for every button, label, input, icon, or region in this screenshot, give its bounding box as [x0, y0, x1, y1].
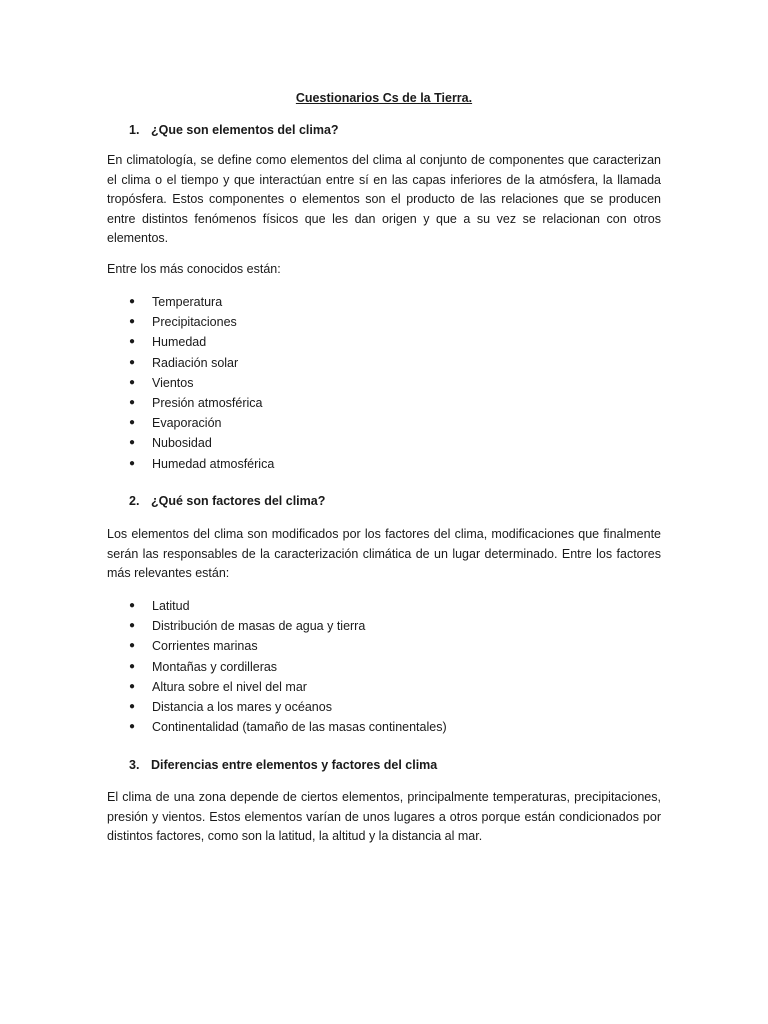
list-item: ● Humedad	[107, 332, 274, 352]
factors-list	[107, 596, 447, 737]
bullet-icon: ●	[129, 457, 136, 469]
bullet-icon: ●	[129, 376, 136, 388]
elements-list	[107, 292, 274, 474]
bullet-icon: ●	[129, 396, 136, 408]
list-item: ● Humedad atmosférica	[107, 454, 274, 474]
section-1-heading-text: ¿Que son elementos del clima?	[151, 123, 339, 137]
bullet-icon: ●	[129, 356, 136, 368]
list-item: ● Precipitaciones	[107, 312, 274, 332]
list-item: ● Distancia a los mares y océanos	[107, 697, 447, 717]
document-page	[107, 0, 661, 1024]
section-3-number: 3.	[129, 758, 140, 772]
bullet-icon: ●	[129, 437, 136, 449]
section-3-paragraph: El clima de una zona depende de ciertos elementos, principalmente temperaturas, precipitaciones, presión y vientos. Estos elementos varían de unos lugares a otros porque están condicionados por distintos factores, como son la latitud, la altitud y la distancia al mar.	[107, 790, 661, 844]
list-item: ● Altura sobre el nivel del mar	[107, 677, 447, 697]
bullet-icon: ●	[129, 680, 136, 692]
section-1-number: 1.	[129, 123, 140, 137]
list-item: ● Corrientes marinas	[107, 636, 447, 656]
bullet-icon: ●	[129, 417, 136, 429]
bullet-icon: ●	[129, 336, 136, 348]
list-item: ● Temperatura	[107, 292, 274, 312]
section-2-heading	[129, 492, 325, 510]
section-1-intro: Entre los más conocidos están:	[107, 262, 281, 276]
section-1-paragraph: En climatología, se define como elementos del clima al conjunto de componentes que caracterizan el clima o el tiempo y que interactúan entre sí en las capas inferiores de la atmósfera, la llamada tropósfera. Estos componentes o elementos son el producto de las relaciones que se producen entre distintos fenómenos físicos que les dan origen y que a su vez se relacionan con otros elementos.	[107, 153, 661, 246]
section-3-heading	[129, 756, 437, 774]
bullet-icon: ●	[129, 296, 136, 307]
section-1-heading	[129, 121, 339, 139]
document-title: Cuestionarios Cs de la Tierra.	[295, 91, 473, 105]
list-item: ● Nubosidad	[107, 433, 274, 453]
section-2-number: 2.	[129, 494, 140, 508]
list-item: ● Montañas y cordilleras	[107, 657, 447, 677]
bullet-icon: ●	[129, 700, 136, 712]
list-item: ● Distribución de masas de agua y tierra	[107, 616, 447, 636]
bullet-icon: ●	[129, 600, 136, 611]
list-item: ● Latitud	[107, 596, 447, 616]
bullet-icon: ●	[129, 316, 136, 328]
section-2-paragraph: Los elementos del clima son modificados por los factores del clima, modificaciones que finalmente serán las responsables de la caracterización climática de un lugar determinado. Entre los factores más relevantes están:	[107, 527, 661, 581]
list-item: ● Radiación solar	[107, 353, 274, 373]
list-item: ● Vientos	[107, 373, 274, 393]
section-3-heading-text: Diferencias entre elementos y factores del clima	[151, 758, 438, 772]
bullet-icon: ●	[129, 721, 136, 733]
list-item: ● Evaporación	[107, 413, 274, 433]
bullet-icon: ●	[129, 660, 136, 672]
section-2-heading-text: ¿Qué son factores del clima?	[151, 494, 326, 508]
bullet-icon: ●	[129, 640, 136, 652]
list-item: ● Continentalidad (tamaño de las masas continentales)	[107, 717, 447, 737]
bullet-icon: ●	[129, 620, 136, 632]
list-item: ● Presión atmosférica	[107, 393, 274, 413]
